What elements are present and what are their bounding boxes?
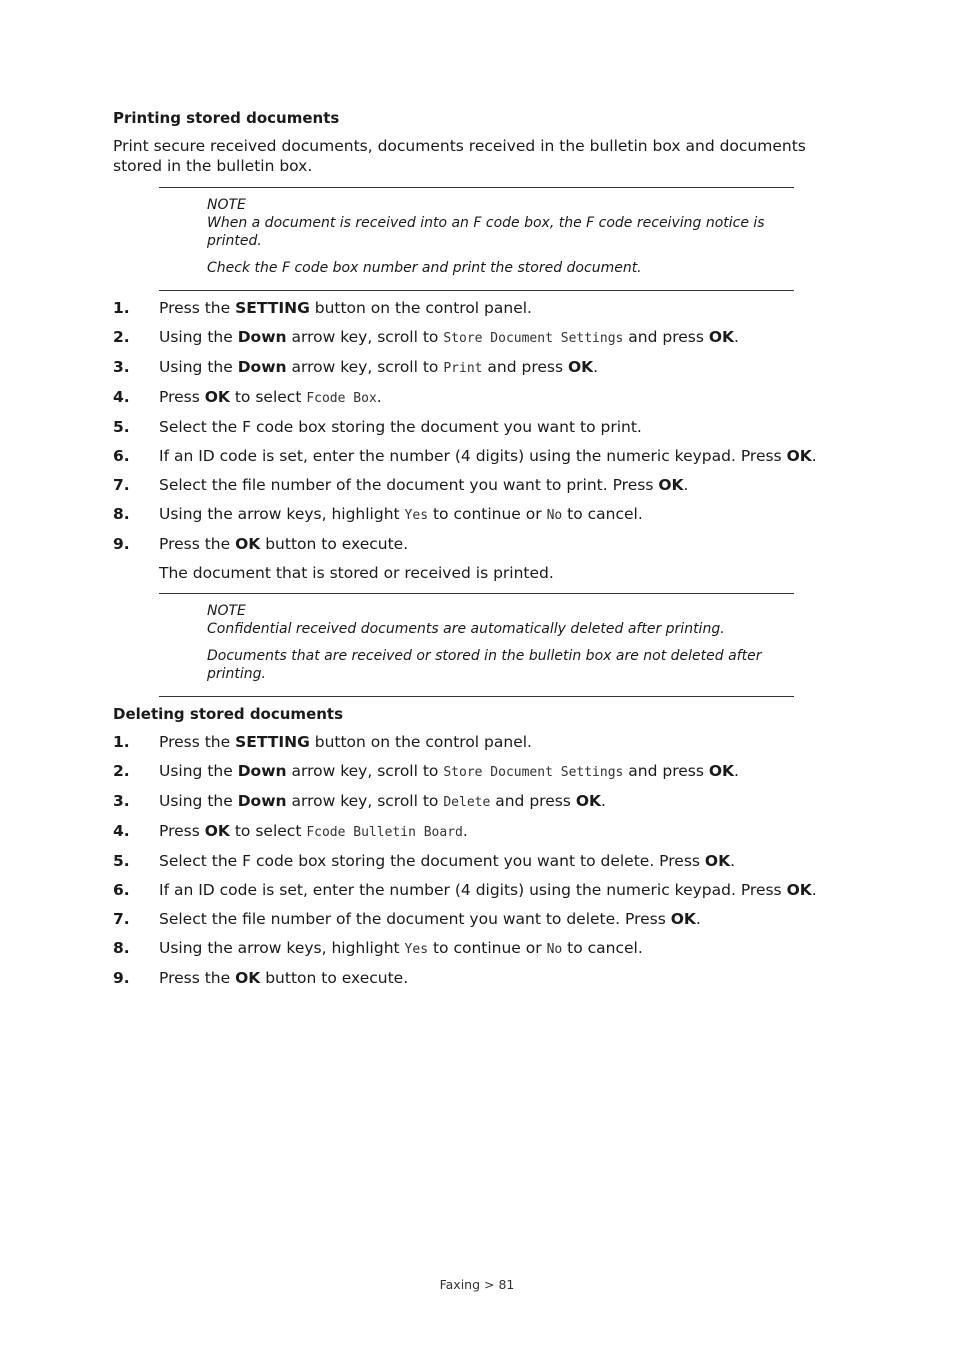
step-text: button on the control panel. [309,733,532,751]
step-text: Using the [159,328,238,346]
step-text: . [811,881,817,899]
step-key: Down [237,792,287,810]
note-label: NOTE [207,197,246,213]
step-text: . [695,910,701,928]
step-number: 3. [113,358,130,376]
list-item [113,447,833,466]
step-text: Using the arrow keys, highlight [159,939,405,957]
menu-item-text: Delete [443,795,491,810]
step-text: If an ID code is set, enter the number (4 digits) using the numeric keypad. Press [159,447,787,465]
list-item [113,358,833,378]
steps-list-printing [113,299,833,554]
step-text: . [734,762,739,780]
step-number: 4. [113,822,130,840]
step-text: Select the file number of the document you want to print. Press [159,476,659,494]
step-text: . [462,822,468,840]
note-text: Documents that are received or stored in the bulletin box are not deleted after printing. [207,648,762,682]
step-text: Using the [159,762,238,780]
menu-item-text: Yes [404,942,429,957]
menu-item-text: Store Document Settings [443,331,624,346]
list-item [113,388,833,408]
step-text: and press [482,358,568,376]
step-text: Press [159,388,205,406]
step-text: to cancel. [562,505,643,523]
step-text: to continue or [428,505,547,523]
list-item [113,910,833,929]
list-item [113,535,833,554]
step-key: OK [708,328,735,346]
steps-list-deleting [113,733,833,988]
note-box [159,187,794,291]
menu-item-text: Print [443,361,483,376]
list-item [113,969,833,988]
step-text: to select [229,388,307,406]
step-number: 3. [113,792,130,810]
step-key: OK [235,969,261,987]
step-number: 2. [113,328,130,346]
list-item [113,762,833,782]
step-text: . [683,476,689,494]
step-text: Using the arrow keys, highlight [159,505,405,523]
step-text: Select the F code box storing the document you want to delete. Press [159,852,705,870]
document-page [113,108,833,988]
step-text: . [601,792,606,810]
step-key: OK [704,852,731,870]
step-text: If an ID code is set, enter the number (4 digits) using the numeric keypad. Press [159,881,787,899]
menu-item-text: No [546,942,563,957]
step-text: Press the [159,299,236,317]
note-text: Confidential received documents are automatically deleted after printing. [207,621,725,637]
step-text: . [734,328,739,346]
step-text: arrow key, scroll to [286,792,444,810]
step-key: OK [235,535,261,553]
note-text: Check the F code box number and print the stored document. [207,260,642,276]
step-number: 8. [113,505,130,523]
step-number: 8. [113,939,130,957]
step-text: . [811,447,817,465]
step-number: 6. [113,881,130,899]
step-text: and press [623,328,709,346]
step-number: 4. [113,388,130,406]
step-key: SETTING [235,733,310,751]
step-number: 7. [113,476,130,494]
step-number: 2. [113,762,130,780]
step-key: Down [237,358,287,376]
step-number: 9. [113,535,130,553]
step-key: OK [567,358,594,376]
step-text: Press the [159,535,236,553]
step-text: and press [623,762,709,780]
step-number: 6. [113,447,130,465]
list-item [113,476,833,495]
step-text: and press [490,792,576,810]
section-intro: Print secure received documents, documents received in the bulletin box and documents stored in the bulletin box. [113,137,806,175]
step-text: arrow key, scroll to [286,762,444,780]
step-text: Select the F code box storing the document you want to print. [159,418,642,436]
step-number: 5. [113,852,130,870]
section-title-deleting: Deleting stored documents [113,705,344,723]
step-text: Press the [159,969,236,987]
list-item [113,881,833,900]
step-number: 9. [113,969,130,987]
page-footer: Faxing > 81 [439,1277,515,1292]
step-key: Down [237,328,287,346]
step-text: button to execute. [260,969,409,987]
step-text: to cancel. [562,939,643,957]
list-item [113,299,833,318]
step-text: . [730,852,736,870]
step-key: OK [786,447,812,465]
section-title-printing: Printing stored documents [113,109,340,127]
step-key: SETTING [235,299,310,317]
list-item [113,822,833,842]
step-key: OK [670,910,696,928]
step-key: OK [204,822,230,840]
list-item [113,733,833,752]
list-item [113,328,833,348]
step-text: arrow key, scroll to [286,358,444,376]
step-text: . [376,388,382,406]
list-item [113,792,833,812]
step-text: to continue or [428,939,547,957]
step-key: Down [237,762,287,780]
menu-item-text: No [546,508,563,523]
menu-item-text: Fcode Box [306,391,377,406]
step-text: Using the [159,792,238,810]
step-key: OK [658,476,684,494]
menu-item-text: Fcode Bulletin Board [306,825,463,840]
list-item [113,418,833,437]
step-key: OK [575,792,601,810]
step-number: 1. [113,733,130,751]
step-text: to select [229,822,307,840]
step-number: 5. [113,418,130,436]
step-number: 1. [113,299,130,317]
step-text: . [593,358,599,376]
step-text: button to execute. [260,535,409,553]
step-key: OK [786,881,812,899]
step-text: Select the file number of the document you want to delete. Press [159,910,671,928]
step-result: The document that is stored or received is printed. [159,564,554,582]
step-text: Press [159,822,205,840]
note-text: When a document is received into an F code box, the F code receiving notice is printed. [207,215,765,249]
step-text: Using the [159,358,238,376]
step-key: OK [708,762,735,780]
step-number: 7. [113,910,130,928]
step-text: button on the control panel. [309,299,532,317]
note-label: NOTE [207,603,246,619]
menu-item-text: Yes [404,508,429,523]
step-text: arrow key, scroll to [286,328,444,346]
step-text: Press the [159,733,236,751]
menu-item-text: Store Document Settings [443,765,624,780]
list-item [113,505,833,525]
list-item [113,852,833,871]
step-key: OK [204,388,230,406]
list-item [113,939,833,959]
note-box [159,593,794,697]
